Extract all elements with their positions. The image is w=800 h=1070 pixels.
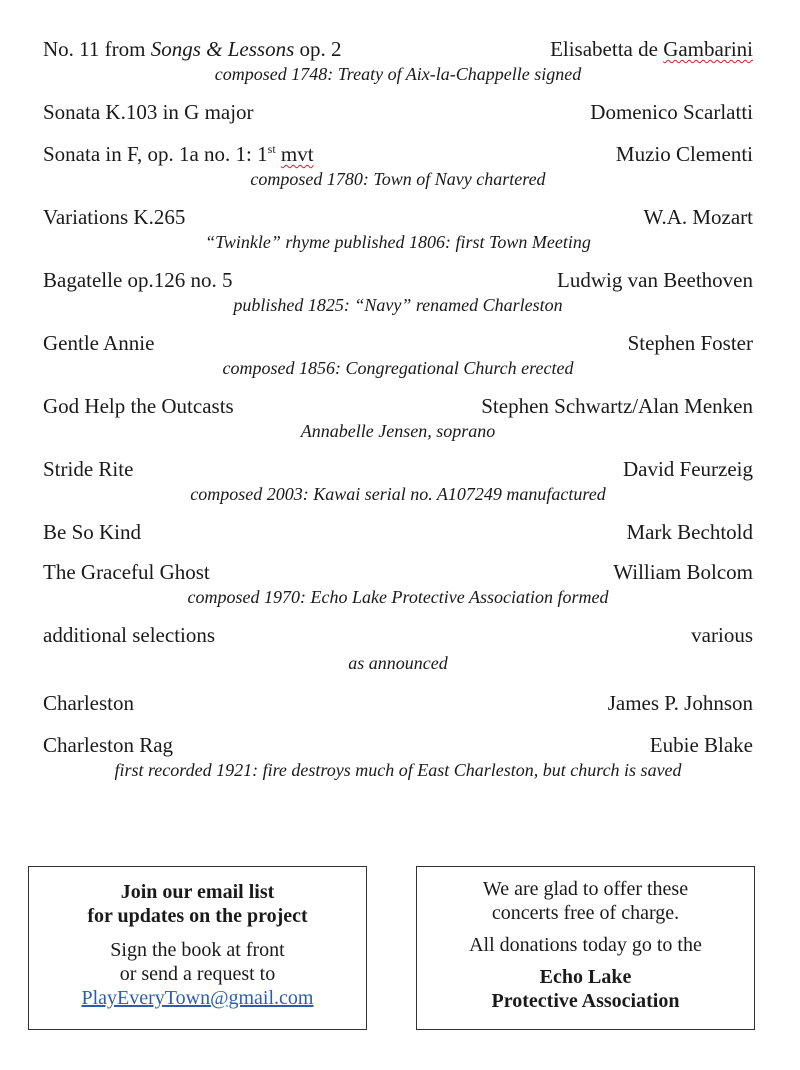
email-body-line1: Sign the book at front bbox=[110, 939, 285, 961]
email-link[interactable]: PlayEveryTown@gmail.com bbox=[81, 987, 314, 1009]
composer: Stephen Schwartz/Alan Menken bbox=[481, 394, 753, 418]
composer: William Bolcom bbox=[613, 560, 753, 584]
piece-title: Gentle Annie bbox=[43, 331, 155, 355]
program-entry bbox=[43, 519, 753, 545]
composer: David Feurzeig bbox=[622, 457, 753, 481]
piece-title: Stride Rite bbox=[43, 457, 134, 481]
composer: Domenico Scarlatti bbox=[590, 100, 753, 124]
composer: James P. Johnson bbox=[607, 691, 753, 715]
composer: various bbox=[691, 623, 753, 647]
donation-box bbox=[416, 866, 755, 1030]
composer: Ludwig van Beethoven bbox=[557, 268, 753, 292]
email-heading-line1: Join our email list bbox=[120, 881, 275, 903]
piece-title: Charleston bbox=[43, 691, 134, 715]
historical-note: composed 1780: Town of Navy chartered bbox=[250, 169, 546, 189]
email-signup-box bbox=[28, 866, 367, 1030]
piece-title: God Help the Outcasts bbox=[43, 394, 234, 418]
historical-note: “Twinkle” rhyme published 1806: first Town Meeting bbox=[205, 232, 591, 252]
spellcheck-flag: mvt bbox=[280, 142, 314, 166]
historical-note: composed 1856: Congregational Church erected bbox=[222, 358, 574, 378]
program-entry bbox=[43, 559, 753, 608]
piece-title: Charleston Rag bbox=[43, 733, 174, 757]
composer: Muzio Clementi bbox=[615, 142, 753, 166]
piece-title: Variations K.265 bbox=[43, 205, 186, 229]
piece-title: additional selections bbox=[43, 623, 216, 647]
donation-line2: concerts free of charge. bbox=[491, 902, 680, 924]
program-entry bbox=[43, 393, 753, 442]
piece-title: Sonata K.103 in G major bbox=[43, 100, 254, 124]
program-entry bbox=[43, 456, 753, 505]
program-entry bbox=[43, 330, 753, 379]
performer-note: Annabelle Jensen, soprano bbox=[300, 421, 496, 441]
concert-program bbox=[43, 36, 753, 781]
piece-title: Be So Kind bbox=[43, 520, 142, 544]
program-entry bbox=[43, 204, 753, 253]
piece-title: Bagatelle op.126 no. 5 bbox=[43, 268, 233, 292]
program-entry bbox=[43, 141, 753, 190]
spellcheck-flag: Gambarini bbox=[663, 37, 753, 61]
program-entry bbox=[43, 36, 753, 85]
historical-note: composed 1970: Echo Lake Protective Association formed bbox=[187, 587, 609, 607]
composer: Stephen Foster bbox=[627, 331, 753, 355]
piece-title: The Graceful Ghost bbox=[43, 560, 210, 584]
program-entry bbox=[43, 690, 753, 716]
program-entry bbox=[43, 99, 753, 125]
organization-name-line1: Echo Lake bbox=[539, 966, 632, 988]
donation-line3: All donations today go to the bbox=[469, 934, 702, 956]
program-entry bbox=[43, 267, 753, 316]
organization-name-line2: Protective Association bbox=[491, 990, 680, 1012]
piece-title: No. 11 from Songs & Lessons op. 2 bbox=[43, 37, 342, 61]
historical-note: published 1825: “Navy” renamed Charleston bbox=[233, 295, 563, 315]
piece-title: Sonata in F, op. 1a no. 1: 1st mvt bbox=[43, 142, 314, 166]
historical-note: first recorded 1921: fire destroys much of East Charleston, but church is saved bbox=[114, 760, 682, 780]
composer: Elisabetta de Gambarini bbox=[550, 37, 753, 61]
composer: Eubie Blake bbox=[649, 733, 753, 757]
historical-note: composed 1748: Treaty of Aix-la-Chappelle signed bbox=[214, 64, 582, 84]
program-entry bbox=[43, 732, 753, 781]
email-heading-line2: for updates on the project bbox=[87, 905, 308, 927]
historical-note: composed 2003: Kawai serial no. A107249 manufactured bbox=[190, 484, 606, 504]
composer: W.A. Mozart bbox=[643, 205, 753, 229]
email-body-line2: or send a request to bbox=[119, 963, 276, 985]
announcement-note: as announced bbox=[348, 653, 448, 673]
program-entry bbox=[43, 622, 753, 674]
composer: Mark Bechtold bbox=[626, 520, 753, 544]
donation-line1: We are glad to offer these bbox=[482, 878, 689, 900]
